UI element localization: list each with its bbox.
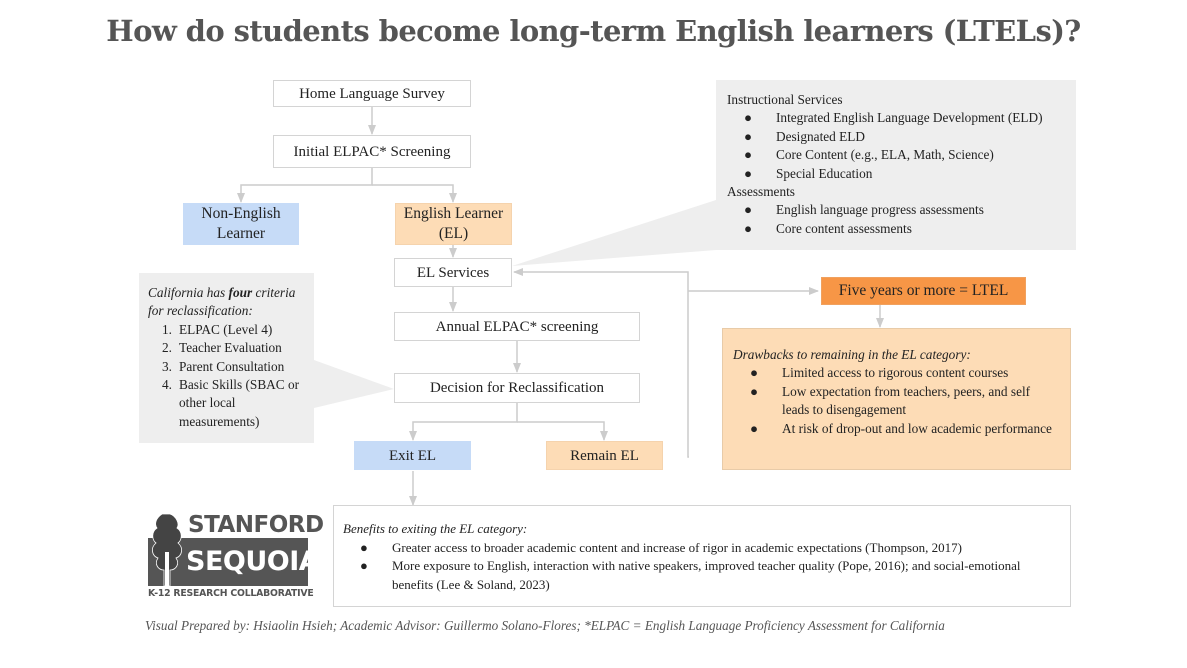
assessments-heading: Assessments	[727, 184, 795, 200]
criteria-item: 2. Teacher Evaluation	[162, 340, 282, 356]
list-item: ● Low expectation from teachers, peers, and self leads to disengagement	[750, 383, 1031, 418]
logo-line2: SEQUOIA	[186, 546, 320, 577]
criteria-item: 1. ELPAC (Level 4)	[162, 321, 273, 337]
bullet-icon: ●	[750, 420, 759, 436]
list-item: ● English language progress assessments	[727, 201, 1072, 219]
exit-el-box: Exit EL	[354, 441, 471, 470]
benefits-heading: Benefits to exiting the EL category:	[343, 521, 528, 536]
list-item: ● Greater access to broader academic content and increase of rigor in academic expectations (Thompson, 2017)	[343, 539, 1060, 558]
list-item: ● Integrated English Language Development (ELD)	[727, 109, 1072, 127]
stanford-sequoia-logo	[148, 512, 324, 602]
bullet-icon: ●	[750, 365, 759, 381]
bullet-icon: ●	[744, 220, 753, 236]
annual-screening-box: Annual ELPAC* screening	[394, 312, 640, 341]
home-language-survey-box: Home Language Survey	[273, 80, 471, 107]
list-item: ● Special Education	[727, 165, 1072, 183]
logo-line3: K-12 RESEARCH COLLABORATIVE	[148, 588, 314, 599]
bullet-icon: ●	[750, 383, 759, 399]
criteria-intro: California has four criteria for reclassification:	[148, 285, 296, 319]
non-english-learner-box: Non-English Learner	[183, 203, 299, 245]
el-services-box: EL Services	[394, 258, 512, 287]
bullet-icon: ●	[744, 165, 753, 181]
bullet-icon: ●	[360, 558, 368, 573]
logo-line1: STANFORD	[188, 512, 324, 538]
benefits-panel	[333, 505, 1071, 607]
list-item: ● Designated ELD	[727, 128, 1072, 146]
bullet-icon: ●	[744, 202, 753, 218]
drawbacks-panel	[722, 328, 1071, 470]
criteria-item: 4. Basic Skills (SBAC or other local measurements)	[162, 377, 300, 429]
decision-reclassification-box: Decision for Reclassification	[394, 373, 640, 403]
list-item: ● Limited access to rigorous content courses	[733, 364, 1060, 382]
bullet-icon: ●	[744, 110, 753, 126]
list-item: ● At risk of drop-out and low academic performance	[733, 420, 1060, 438]
drawbacks-heading: Drawbacks to remaining in the EL category:	[733, 347, 971, 362]
list-item: ● More exposure to English, interaction with native speakers, improved teacher quality (Pope, 2016); and social-emotional benefits (Lee & Soland, 2023)	[360, 558, 1021, 592]
initial-screening-box: Initial ELPAC* Screening	[273, 135, 471, 168]
bullet-icon: ●	[744, 128, 753, 144]
list-item: ● Core Content (e.g., ELA, Math, Science)	[727, 146, 1072, 164]
list-item: ● Core content assessments	[727, 220, 1072, 238]
bullet-icon: ●	[360, 539, 368, 555]
remain-el-box: Remain EL	[546, 441, 663, 470]
ltel-box: Five years or more = LTEL	[821, 277, 1026, 305]
english-learner-box: English Learner (EL)	[395, 203, 512, 245]
footer-credits: Visual Prepared by: Hsiaolin Hsieh; Academic Advisor: Guillermo Solano-Flores; *ELPAC = English Language Proficiency Assessment for California	[145, 618, 945, 633]
criteria-item: 3. Parent Consultation	[162, 358, 285, 374]
page-title: How do students become long-term English learners (LTELs)?	[106, 14, 1081, 48]
bullet-icon: ●	[744, 147, 753, 163]
instructional-heading: Instructional Services	[727, 92, 843, 107]
